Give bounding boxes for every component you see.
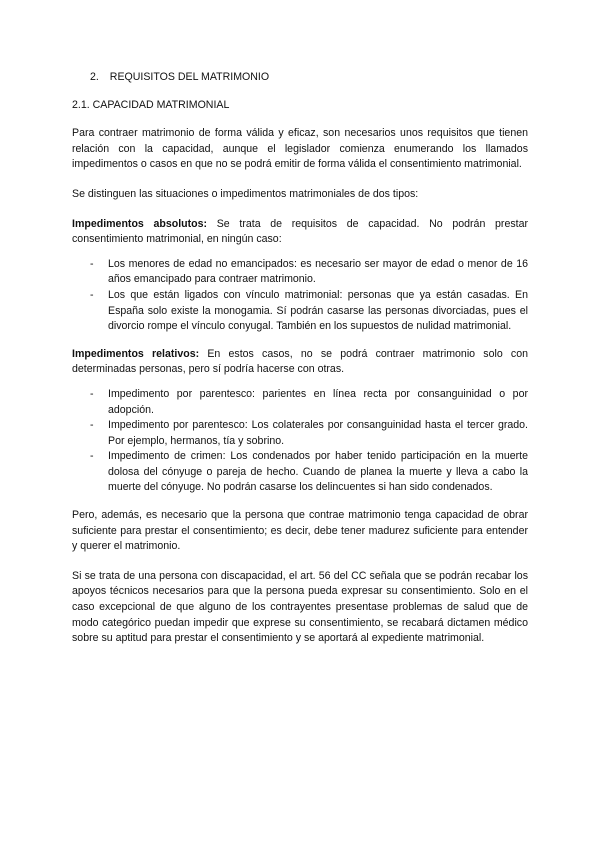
absolutos-label: Impedimentos absolutos: bbox=[72, 217, 208, 230]
discapacidad-paragraph: Si se trata de una persona con discapacidad, el art. 56 del CC señala que se podrán recabar los apoyos técnicos necesarios para que la persona pueda expresar su consentimiento. Solo en el caso excepcional de que alguno de los contrayentes presentase problemas de salud que de modo categórico puedan impedir que exprese su consentimiento, se recabará dictamen médico sobre su aptitud para prestar el consentimiento y se aportará al expediente matrimonial. bbox=[72, 569, 528, 645]
list-dash: - bbox=[90, 257, 94, 270]
list-item-text: Impedimento por parentesco: parientes en línea recta por consanguinidad o por adopción. bbox=[108, 387, 528, 416]
list-item bbox=[72, 257, 528, 288]
list-item-text: Impedimento de crimen: Los condenados por haber tenido participación en la muerte dolosa del cónyuge o pareja de hecho. Cuando de planea la muerte y lleva a cabo la muerte del cónyuge. No podrán casarse los delincuentes si han sido condenados. bbox=[108, 450, 528, 494]
intro-paragraph: Para contraer matrimonio de forma válida y eficaz, son necesarios unos requisitos que tienen relación con la capacidad, aunque el legislador comienza enumerando los llamados impedimentos o casos en que no se podrá emitir de forma válida el consentimiento matrimonial. bbox=[72, 127, 528, 171]
madurez-paragraph: Pero, además, es necesario que la persona que contrae matrimonio tenga capacidad de obrar suficiente para prestar el consentimiento; es decir, debe tener madurez suficiente para entender y querer el matrimonio. bbox=[72, 509, 528, 553]
absolutos-text: Se trata de requisitos de capacidad. No podrán prestar consentimiento matrimonial, en ningún caso: bbox=[72, 217, 528, 246]
list-dash: - bbox=[90, 288, 94, 301]
absolutos-paragraph bbox=[72, 217, 528, 248]
distinction-paragraph: Se distinguen las situaciones o impedimentos matrimoniales de dos tipos: bbox=[72, 187, 419, 200]
section-heading bbox=[90, 70, 528, 86]
relativos-text: En estos casos, no se podrá contraer matrimonio solo con determinadas personas, pero sí podría hacerse con otras. bbox=[72, 347, 529, 376]
list-item bbox=[72, 418, 528, 449]
subsection-heading: 2.1. CAPACIDAD MATRIMONIAL bbox=[72, 98, 230, 111]
list-item-text: Impedimento por parentesco: Los colaterales por consanguinidad hasta el tercer grado. Por ejemplo, hermanos, tía y sobrino. bbox=[108, 419, 528, 447]
absolutos-list bbox=[72, 257, 528, 335]
list-dash: - bbox=[90, 450, 94, 463]
list-item bbox=[72, 449, 528, 496]
relativos-label: Impedimentos relativos: bbox=[72, 347, 200, 360]
list-item-text: Los menores de edad no emancipados: es necesario ser mayor de edad o menor de 16 años emancipado para contraer matrimonio. bbox=[108, 257, 528, 286]
list-item-text: Los que están ligados con vínculo matrimonial: personas que ya están casadas. En España solo existe la monogamia. Sí podrán casarse las personas divorciadas, pues el divorcio rompe el vínculo conyugal. También en los supuestos de nulidad matrimonial. bbox=[108, 288, 528, 333]
section-title: REQUISITOS DEL MATRIMONIO bbox=[109, 71, 270, 83]
list-dash: - bbox=[90, 419, 94, 432]
list-item bbox=[72, 288, 528, 335]
relativos-paragraph bbox=[72, 347, 528, 378]
list-dash: - bbox=[90, 387, 94, 400]
relativos-list bbox=[72, 387, 528, 496]
list-item bbox=[72, 387, 528, 418]
section-number: 2. bbox=[90, 71, 99, 83]
